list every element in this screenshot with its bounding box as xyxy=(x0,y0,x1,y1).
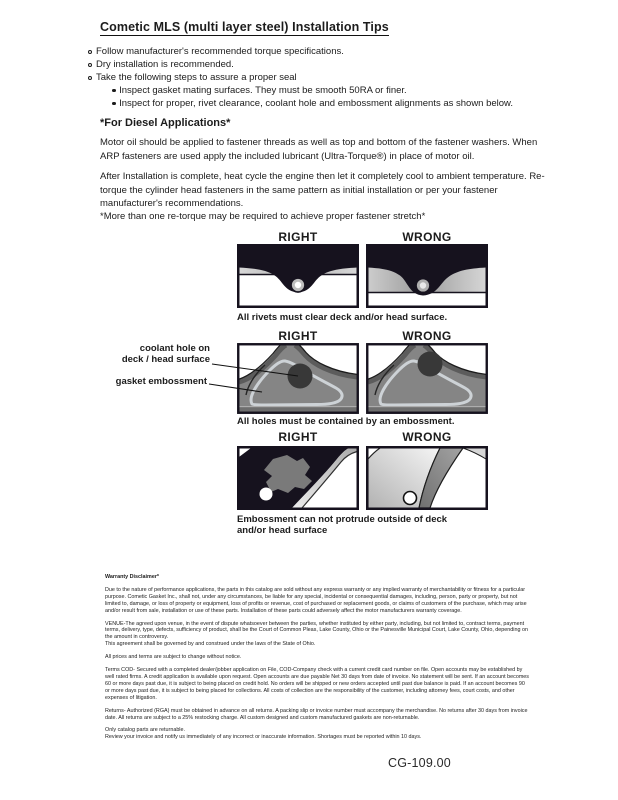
warranty-disclaimer xyxy=(105,574,531,741)
list-item xyxy=(88,58,558,71)
row2-right-heading: RIGHT xyxy=(278,329,318,343)
installation-tips-list xyxy=(88,45,558,110)
row1-caption: All rivets must clear deck and/or head surface. xyxy=(237,312,448,323)
disclaimer-paragraph: Due to the nature of performance applications, the parts in this catalog are sold without any express warranty or any implied warranty of merchantability or fitness for a particular purpose. Cometic Gasket Inc., shall not, under any circumstances, be liable for any special, incidental or consequential damages, including, person, party or property, but not limited to, damage, or loss of property or equipment, loss of profits or revenue, cost of purchased or replacement goods, or claims of customers of the purchase, which may arise and/or result from sale, installation or use of these parts. Installation of these parts could adversely affect the motor manufacturers warranty coverage. xyxy=(105,586,527,614)
bullet-dot-icon xyxy=(112,102,116,106)
list-item-text: Inspect for proper, rivet clearance, coolant hole and embossment alignments as shown below. xyxy=(119,98,514,109)
list-item xyxy=(88,45,558,58)
diagram-hole-wrong xyxy=(366,343,488,414)
diagram-embossment-wrong xyxy=(366,446,488,510)
bullet-circle-icon xyxy=(88,76,92,80)
row3-caption-line1: Embossment can not protrude outside of deck xyxy=(237,514,448,525)
row3-caption xyxy=(237,514,487,536)
list-item xyxy=(88,84,558,97)
warranty-disclaimer-heading: Warranty Disclaimer* xyxy=(105,574,160,580)
gasket-embossment-label: gasket embossment xyxy=(115,376,207,387)
row2-wrong-heading: WRONG xyxy=(402,329,452,343)
catalog-page-number: CG-109.00 xyxy=(388,756,451,770)
list-item-text: Follow manufacturer's recommended torque specifications. xyxy=(96,46,344,57)
page-title: Cometic MLS (multi layer steel) Installation Tips xyxy=(100,20,389,34)
disclaimer-paragraph: This agreement shall be governed by and construed under the laws of the State of Ohio. xyxy=(105,641,316,648)
diagram-hole-right xyxy=(237,343,359,414)
diagram-rivet-right xyxy=(237,244,359,308)
rivet-clearance-wrong-illustration xyxy=(366,244,488,308)
bullet-dot-icon xyxy=(112,89,116,93)
row2-caption: All holes must be contained by an embossment. xyxy=(237,416,455,427)
disclaimer-paragraph: VENUE-The agreed upon venue, in the event of dispute whatsoever between the parties, whether instituted by either party, including, but not limited to, contract terms, payment terms, delivery, type, defects, sufficiency of product, shall be the Court of Common Pleas, Lake County, Ohio or the Painesville Municipal Court, Lake County, Ohio, depending on the amount in controversy. xyxy=(105,620,528,641)
list-item-text: Take the following steps to assure a proper seal xyxy=(96,72,297,83)
list-item xyxy=(88,97,558,110)
disclaimer-paragraph: Review your invoice and notify us immediately of any incorrect or inaccurate information. Shortages must be reported within 10 days. xyxy=(105,734,422,741)
coolant-hole-label-line1: coolant hole on xyxy=(139,343,210,354)
disclaimer-paragraph: Terms COD- Secured with a completed dealer/jobber application on File, COD-Company check with a current credit card number on file. Open accounts may be established by well rated firms. A credit application is available upon request. Open accounts are due payable Net 30 days from date of invoice. No statement will be sent. If an account becomes 60 or more days past due, it is subject to being placed on credit hold. No orders will be shipped or new orders accepted until past due balance is paid. If an account becomes 90 or more days past due, it is subject to being placed for collections. All costs of collection are the responsibility of the customer, including attorney fees, court costs, and other expenses of litigation. xyxy=(105,667,529,701)
retorque-note: *More than one re-torque may be required to achieve proper fastener stretch* xyxy=(100,211,426,222)
row3-caption-line2: and/or head surface xyxy=(237,525,328,536)
diesel-paragraph-1: Motor oil should be applied to fastener threads as well as top and bottom of the fastener washers. When ARP fasteners are used apply the included lubricant (Ultra-Torque®) in place of motor oil. xyxy=(100,137,538,162)
diagram-rivet-wrong xyxy=(366,244,488,308)
coolant-hole-label-line2: deck / head surface xyxy=(121,353,210,365)
embossment-right-illustration xyxy=(237,446,359,510)
rivet-clearance-right-illustration xyxy=(237,244,359,308)
list-item-text: Dry installation is recommended. xyxy=(96,59,234,70)
coolant-hole-right-illustration xyxy=(237,343,359,414)
list-item xyxy=(88,71,558,84)
coolant-hole-wrong-illustration xyxy=(366,343,488,414)
diesel-paragraph-2: After Installation is complete, heat cycle the engine then let it completely cool to ambient temperature. Re-torque the cylinder head fasteners in the same pattern as initial installation or per your fastener manufacturer's recommendations. xyxy=(100,171,545,209)
diesel-section-heading: *For Diesel Applications* xyxy=(100,117,231,129)
row3-wrong-heading: WRONG xyxy=(402,430,452,444)
bullet-circle-icon xyxy=(88,50,92,54)
diagram-embossment-right xyxy=(237,446,359,510)
row3-right-heading: RIGHT xyxy=(278,430,318,444)
coolant-hole-label xyxy=(98,344,210,365)
disclaimer-paragraph: All prices and terms are subject to change without notice. xyxy=(105,654,242,661)
disclaimer-paragraph: Returns- Authorized (RGA) must be obtained in advance on all returns. A packing slip or invoice number must accompany the merchandise. No returns after 30 days from invoice date. All returns are subject to a 25% restocking charge. All custom designed and custom manufactured gaskets are non-returnable. xyxy=(105,707,528,721)
embossment-wrong-illustration xyxy=(366,446,488,510)
row1-right-heading: RIGHT xyxy=(278,230,318,244)
list-item-text: Inspect gasket mating surfaces. They must be smooth 50RA or finer. xyxy=(119,85,407,96)
disclaimer-paragraph: Only catalog parts are returnable. xyxy=(105,727,186,734)
row1-wrong-heading: WRONG xyxy=(402,230,452,244)
bullet-circle-icon xyxy=(88,63,92,67)
